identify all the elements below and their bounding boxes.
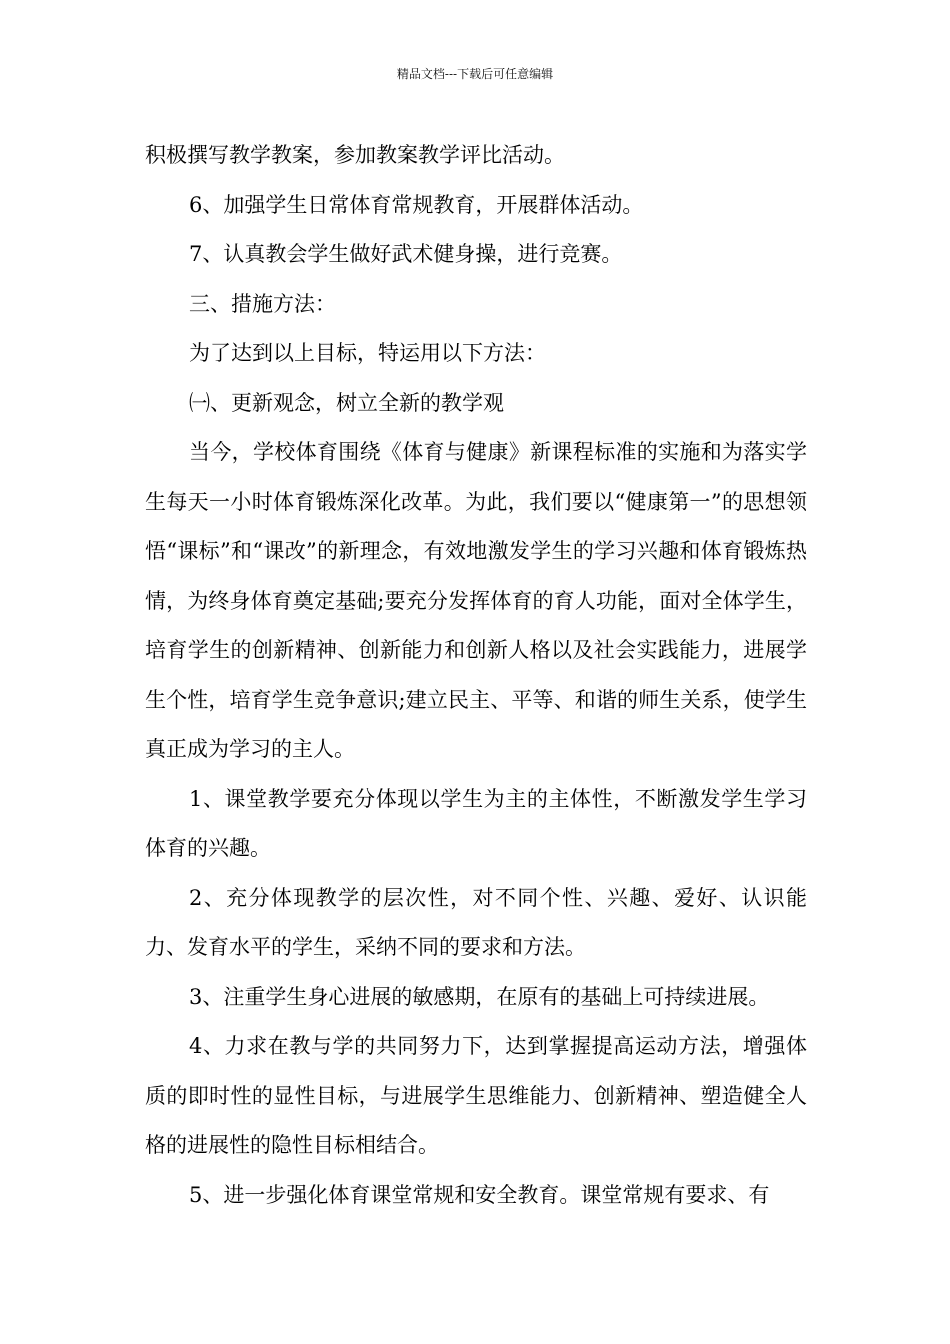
paragraph: 为了达到以上目标，特运用以下方法：: [189, 341, 546, 365]
section-heading: 三、措施方法：: [189, 291, 336, 316]
list-item: 3、注重学生身心进展的敏感期，在原有的基础上可持续进展。: [189, 984, 770, 1009]
paragraph: 6、加强学生日常体育常规教育，开展群体活动。: [189, 192, 644, 217]
paragraph: 积极撰写教学教案，参加教案教学评比活动。: [145, 143, 565, 167]
paragraph: 7、认真教会学生做好武术健身操，进行竞赛。: [189, 242, 623, 266]
list-item: 2、充分体现教学的层次性，对不同个性、兴趣、爱好、认识能力、发育水平的学生，采纳不同的要求和方法。: [145, 885, 807, 959]
page-header: 精品文档---下载后可任意编辑: [396, 67, 554, 81]
list-item: 5、进一步强化体育课堂常规和安全教育。课堂常规有要求、有: [189, 1182, 770, 1207]
document-body: [145, 131, 807, 1220]
list-item: 4、力求在教与学的共同努力下，达到掌握提高运动方法，增强体质的即时性的显性目标，与进展学生思维能力、创新精神、塑造健全人格的进展性的隐性目标相结合。: [145, 1034, 807, 1157]
subsection-heading: ㈠、更新观念，树立全新的教学观: [189, 390, 504, 415]
list-item: 1、课堂教学要充分体现以学生为主的主体性，不断激发学生学习体育的兴趣。: [145, 786, 807, 860]
paragraph: 当今，学校体育围绕《体育与健康》新课程标准的实施和为落实学生每天一小时体育锻炼深化改革。为此，我们要以“健康第一”的思想领悟“课标”和“课改”的新理念，有效地激发学生的学习兴趣和体育锻炼热情，为终身体育奠定基础;要充分发挥体育的育人功能，面对全体学生，培育学生的创新精神、创新能力和创新人格以及社会实践能力，进展学生个性，培育学生竞争意识;建立民主、平等、和谐的师生关系，使学生真正成为学习的主人。: [145, 440, 807, 761]
